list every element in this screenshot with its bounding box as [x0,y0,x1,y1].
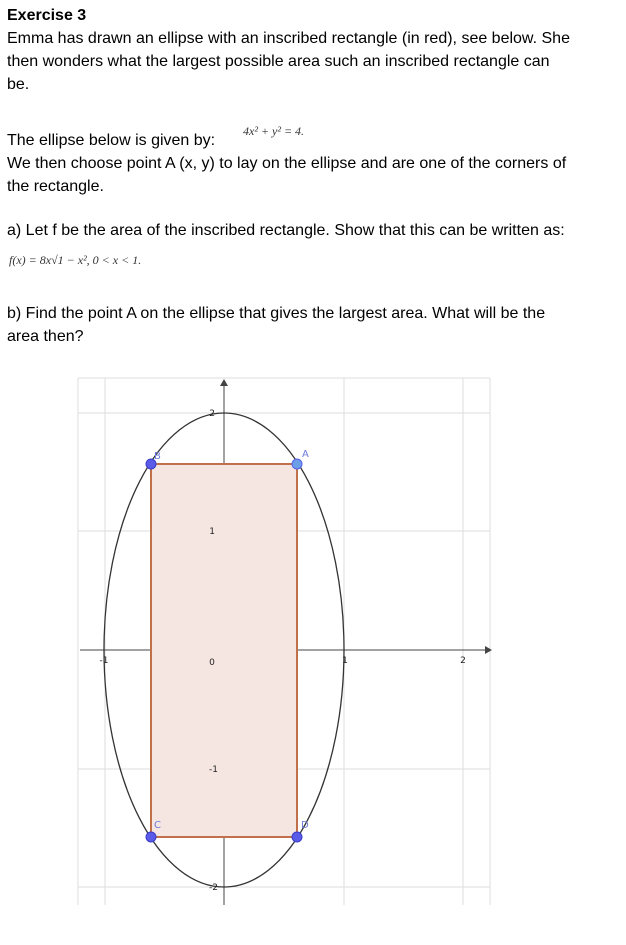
x-axis-arrow [485,646,492,654]
intro-line-1: Emma has drawn an ellipse with an inscribed rectangle (in red), see below. She [7,30,570,47]
intro-line-3: be. [7,76,30,93]
y-tick-label: 2 [209,409,215,419]
x-tick-label: 1 [342,656,348,666]
y-tick-label: -2 [209,883,218,893]
exercise-title: Exercise 3 [7,7,87,24]
point-d-label: D [301,820,309,831]
point-c-label: C [154,820,161,831]
part-a-text: a) Let f be the area of the inscribed rectangle. Show that this can be written as: [7,222,565,239]
ellipse-label: The ellipse below is given by: [7,132,216,149]
x-tick-label: -1 [99,656,109,666]
y-axis-arrow [220,379,228,386]
ellipse-equation: 4x² + y² = 4. [243,124,305,138]
x-tick-label: 2 [460,656,466,666]
y-tick-label: -1 [209,765,218,775]
inscribed-rectangle [151,464,297,837]
point-a-label: A [302,449,309,460]
part-b-line-1: b) Find the point A on the ellipse that gives the largest area. What will be the [7,305,546,322]
point-line-2: the rectangle. [7,178,104,195]
y-tick-label: 1 [209,527,215,537]
area-formula: f(x) = 8x√1 − x², 0 < x < 1. [9,253,142,267]
intro-line-2: then wonders what the largest possible area such an inscribed rectangle can [7,53,550,70]
x-tick-label: 0 [209,658,215,668]
part-b-line-2: area then? [7,328,84,345]
point-line-1: We then choose point A (x, y) to lay on the ellipse and are one of the corners of [7,155,567,172]
point-b-label: B [154,451,161,462]
